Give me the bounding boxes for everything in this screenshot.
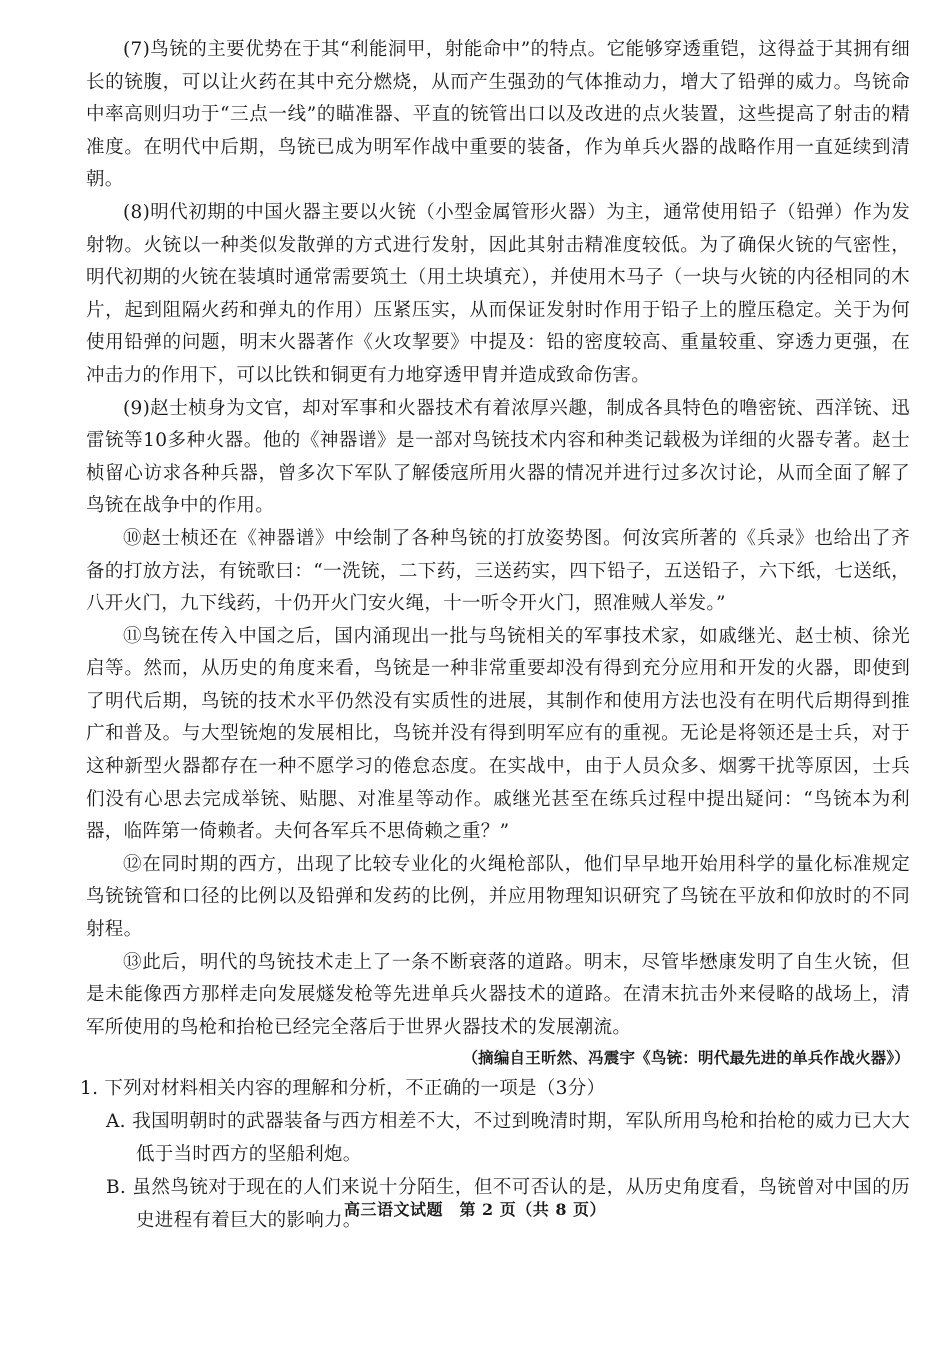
paragraph-11: ⑪鸟铳在传入中国之后，国内涌现出一批与鸟铳相关的军事技术家，如戚继光、赵士桢、徐光启等。然而，从历史的角度来看，鸟铳是一种非常重要却没有得到充分应用和开发的火器，即使到了明代后期，鸟铳的技术水平仍然没有实质性的进展，其制作和使用方法也没有在明代后期得到推广和普及。与大型铳炮的发展相比，鸟铳并没有得到明军应有的重视。无论是将领还是士兵，对于这种新型火器都存在一种不愿学习的倦怠态度。在实战中，由于人员众多、烟雾干扰等原因，士兵们没有心思去完成举铳、贴腮、对准星等动作。戚继光甚至在练兵过程中提出疑问：“鸟铳本为利器，临阵第一倚赖者。夫何各军兵不思倚赖之重？” (86, 625, 910, 843)
paragraph-8: (8)明代初期的中国火器主要以火铳（小型金属管形火器）为主，通常使用铅子（铅弹）作为发射物。火铳以一种类似发散弹的方式进行发射，因此其射击精准度较低。为了确保火铳的气密性，明代初期的火铳在装填时通常需要筑土（用土块填充），并使用木马子（一块与火铳的内径相同的木片，起到阻隔火药和弹丸的作用）压紧压实，从而保证发射时作用于铅子上的膛压稳定。关于为何使用铅弹的问题，明末火器著作《火攻挈要》中提及：铅的密度较高、重量较重、穿透力更强，在冲击力的作用下，可以比铁和铜更有力地穿透甲胄并造成致命伤害。 (86, 201, 910, 386)
question-stem: 1. 下列对材料相关内容的理解和分析，不正确的一项是（3分） (80, 1078, 606, 1100)
paragraph-13: ⑬此后，明代的鸟铳技术走上了一条不断衰落的道路。明末，尽管毕懋康发明了自生火铳，但是未能像西方那样走向发展燧发枪等先进单兵火器技术的道路。在清末抗击外来侵略的战场上，清军所使用的鸟枪和抬枪已经完全落后于世界火器技术的发展潮流。 (86, 951, 910, 1038)
source-citation: （摘编自王昕然、冯震宇《鸟铳：明代最先进的单兵作战火器》） (462, 1048, 910, 1068)
paragraph-9: (9)赵士桢身为文官，却对军事和火器技术有着浓厚兴趣，制成各具特色的噜密铳、西洋铳、迅雷铳等10多种火器。他的《神器谱》是一部对鸟铳技术内容和种类记载极为详细的火器专著。赵士桢留心访求各种兵器，曾多次下军队了解倭寇所用火器的情况并进行过多次讨论，从而全面了解了鸟铳在战争中的作用。 (86, 397, 910, 517)
page-footer: 高三语文试题 第 2 页（共 8 页） (343, 1200, 607, 1219)
option-b: B. 虽然鸟铳对于现在的人们来说十分陌生，但不可否认的是，从历史角度看，鸟铳曾对中国的历史进程有着巨大的影响力。 (106, 1177, 910, 1232)
paragraph-10: ⑩赵士桢还在《神器谱》中绘制了各种鸟铳的打放姿势图。何汝宾所著的《兵录》也给出了齐备的打放方法，有铳歌曰：“一洗铳，二下药，三送药实，四下铅子，五送铅子，六下纸，七送纸，八开火门，九下线药，十仍开火门安火绳，十一听令开火门，照准贼人举发。” (86, 527, 910, 615)
paragraph-7: (7)鸟铳的主要优势在于其“利能洞甲，射能命中”的特点。它能够穿透重铠，这得益于其拥有细长的铳腹，可以让火药在其中充分燃烧，从而产生强劲的气体推动力，增大了铅弹的威力。鸟铳命中率高则归功于“三点一线”的瞄准器、平直的铳管出口以及改进的点火装置，这些提高了射击的精准度。在明代中后期，鸟铳已成为明军作战中重要的装备，作为单兵火器的战略作用一直延续到清朝。 (86, 39, 910, 191)
page-content (80, 34, 910, 1237)
option-a: A. 我国明朝时的武器装备与西方相差不大，不过到晚清时期，军队所用鸟枪和抬枪的威力已大大低于当时西方的坚船利炮。 (106, 1111, 910, 1166)
paragraph-12: ⑫在同时期的西方，出现了比较专业化的火绳枪部队，他们早早地开始用科学的量化标准规定鸟铳铳管和口径的比例以及铅弹和发药的比例，并应用物理知识研究了鸟铳在平放和仰放时的不同射程。 (86, 853, 910, 941)
